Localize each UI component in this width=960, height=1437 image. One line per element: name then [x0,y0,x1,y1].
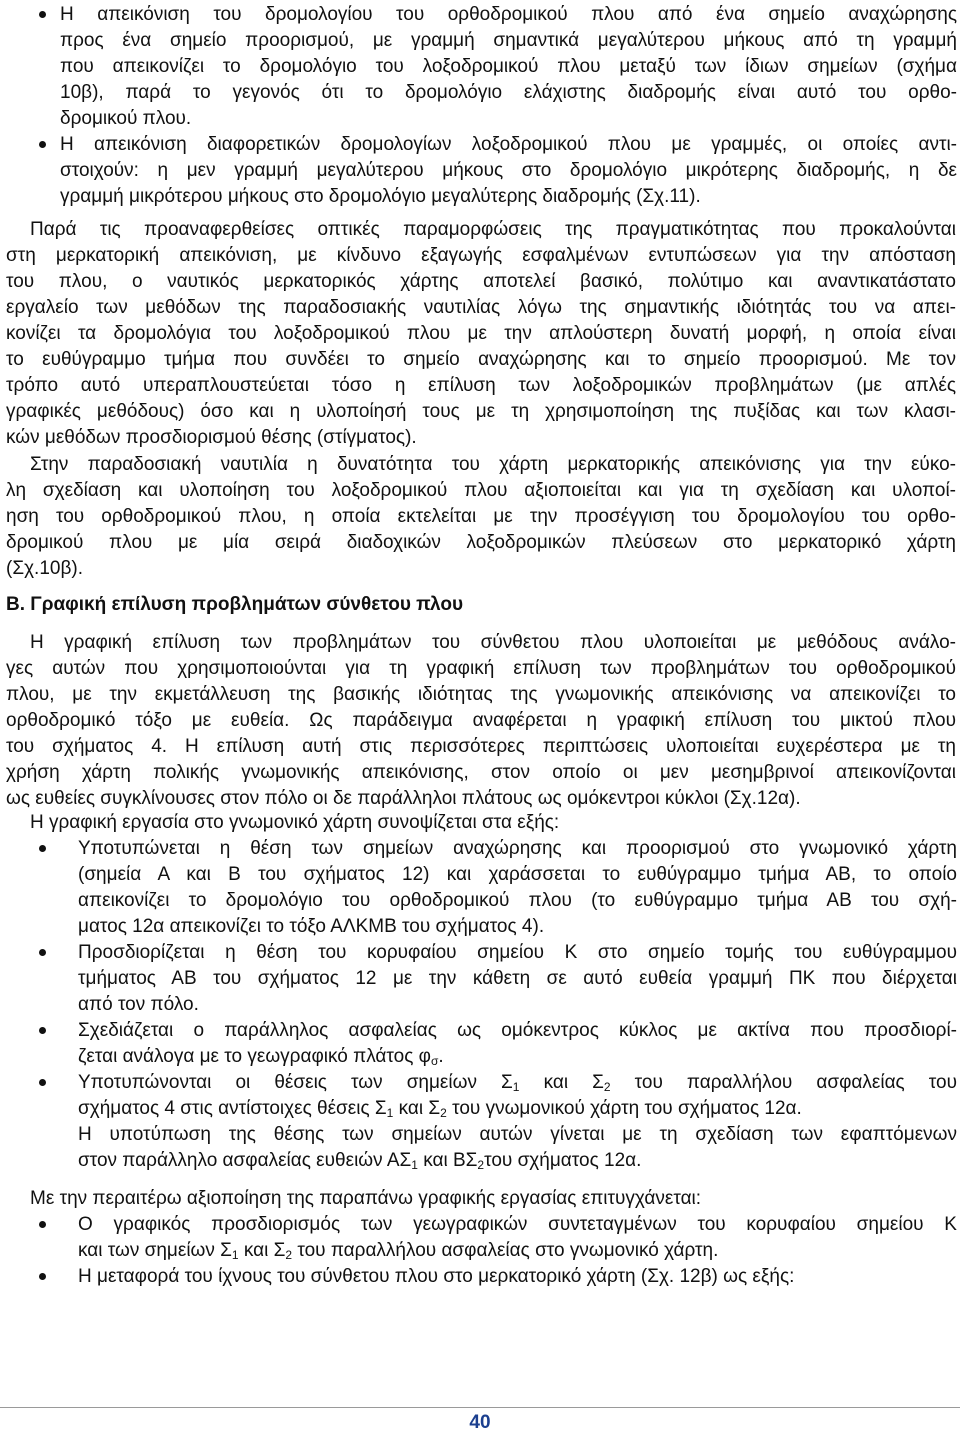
text-segment: στον παράλληλο ασφαλείας ευθειών ΑΣ [78,1150,412,1171]
text-line: που απεικονίζει το δρομολόγιο του λοξοδρομικού πλου μεταξύ των ίδιων σημείων (σχήμα [60,56,957,77]
paragraph: Με την περαιτέρω αξιοποίηση της παραπάνω γραφικής εργασίας επιτυγχάνεται: [30,1188,702,1209]
page-number: 40 [469,1412,491,1433]
text-line: Η απεικόνιση διαφορετικών δρομολογίων λοξοδρομικού πλου με γραμμές, οι οποίες αντι- [60,134,957,155]
text-line: ηση του ορθοδρομικού πλου, η οποία εκτελείται με την προσέγγιση του δρομολογίου του ορθο- [6,506,956,527]
text-line: ματος 12α απεικονίζει το τόξο ΑΛΚΜΒ του σχήματος 4). [78,916,545,937]
text-line: δρομικού πλου. [60,108,192,129]
text-segment: του γνωμονικού χάρτη του σχήματος 12α. [446,1098,802,1119]
text-line: λη σχεδίαση και υλοποίηση του λοξοδρομικού πλου αξιοποιείται και για τη σχεδίαση και υλοποί- [6,480,956,501]
text-segment: του παραλλήλου ασφαλείας στο γνωμονικό χάρτη. [292,1240,719,1261]
text-line [78,1148,641,1174]
text-line [78,1096,802,1122]
text-segment: και Σ [393,1098,441,1119]
subscript: 1 [512,1080,520,1094]
subscript: 2 [477,1158,485,1172]
subscript: 2 [603,1080,611,1094]
text-line: Προσδιορίζεται η θέση του κορυφαίου σημείου Κ στο σημείο τομής του ευθύγραμμου [78,942,957,963]
text-line: Στην παραδοσιακή ναυτιλία η δυνατότητα του χάρτη μερκατορικής απεικόνισης για την εύκο- [30,454,956,475]
text-line: από τον πόλο. [78,994,199,1015]
text-segment: και Σ [519,1072,604,1093]
text-line: απεικονίζει το δρομολόγιο του ορθοδρομικού πλου (το ευθύγραμμο τμήμα ΑΒ του σχή- [78,890,957,911]
text-line: κονίζει τα δρομολόγια του λοξοδρομικού πλου με την απλούστερη δυνατή μορφή, η οποία είναι [6,323,956,344]
text-segment: ζεται ανάλογα με το γεωγραφικό πλάτος φ [78,1046,431,1067]
text-line: προς ένα σημείο προορισμού, με γραμμή σημαντικά μεγαλύτερου μήκους από τη γραμμή [60,30,957,51]
text-line: στοιχούν: η μεν γραμμή μεγαλύτερου μήκους στο δρομολόγιο μικρότερης διαδρομής, η δε [60,160,957,181]
subscript: σ [430,1054,439,1068]
text-segment: σχήματος 4 στις αντίστοιχες θέσεις Σ [78,1098,387,1119]
text-line: γραφικές μεθόδους) όσο και η υλοποίησή τους με τη χρησιμοποίηση της πυξίδας και των κλασι- [6,401,956,422]
text-line: (σημεία Α και Β του σχήματος 12) και χαράσσεται το ευθύγραμμο τμήμα ΑΒ, το οποίο [78,864,957,885]
text-line [78,1238,718,1264]
text-line: δρομικού πλου με μία σειρά διαδοχικών λοξοδρομικών πλεύσεων στο μερκατορικό χάρτη [6,532,956,553]
subscript: 1 [386,1106,394,1120]
text-line: Η απεικόνιση του δρομολογίου του ορθοδρομικού πλου από ένα σημείο αναχώρησης [60,4,957,25]
text-line: ως ευθείες συγκλίνουσες στον πόλο οι δε παράλληλοι πλάτους ως ομόκεντροι κύκλοι (Σχ.12α). [6,788,801,809]
bullet-dot [39,1221,46,1228]
text-line [78,1044,444,1070]
text-line: τμήματος ΑΒ του σχήματος 12 με την κάθετη σε αυτό ευθεία γραμμή ΠΚ που διέρχεται [78,968,957,989]
text-segment: του παραλλήλου ασφαλείας του [610,1072,957,1093]
text-segment: . [438,1046,444,1067]
text-segment: και ΒΣ [417,1150,478,1171]
text-line: του πλου, ο ναυτικός μερκατορικός χάρτης αποτελεί βασικό, πολύτιμο και αναντικατάστατο [6,271,956,292]
text-line: γες αυτών που χρησιμοποιούνται για τη γραφική επίλυση των προβλημάτων του ορθοδρομικού [6,658,956,679]
text-line: κών μεθόδων προσδιορισμού θέσης (στίγματος). [6,427,417,448]
subscript: 2 [285,1248,293,1262]
text-line: τρόπο αυτό υπεραπλουστεύεται τόσο η επίλυση των λοξοδρομικών προβλημάτων (με απλές [6,375,956,396]
bullet-dot [39,11,46,18]
text-line: του σχήματος 4. Η επίλυση αυτή στις περισσότερες περιπτώσεις υλοποιείται ευχερέστερα με τη [6,736,956,757]
text-line: Σχεδιάζεται ο παράλληλος ασφαλείας ως ομόκεντρος κύκλος με ακτίνα που προσδιορί- [78,1020,957,1041]
text-line: Υποτυπώνεται η θέση των σημείων αναχώρησης και προορισμού στο γνωμονικό χάρτη [78,838,957,859]
text-line: (Σχ.10β). [6,558,83,579]
subscript: 1 [411,1158,418,1172]
text-segment: και των σημείων Σ [78,1240,232,1261]
bullet-dot [39,141,46,148]
bullet-dot [39,1027,46,1034]
subscript: 1 [231,1248,239,1262]
text-line: στη μερκατορική απεικόνιση, με κίνδυνο εξαγωγής εσφαλμένων εντυπώσεων για την απόσταση [6,245,956,266]
bullet-dot [39,1273,46,1280]
text-line: ορθοδρομικό τόξο με ευθεία. Ως παράδειγμα αναφέρεται η γραφική επίλυση του μικτού πλου [6,710,956,731]
text-segment: και Σ [238,1240,286,1261]
text-segment: του σχήματος 12α. [484,1150,642,1171]
text-line: Η γραφική επίλυση των προβλημάτων του σύνθετου πλου υλοποιείται με μεθόδους ανάλο- [30,632,956,653]
text-line: γραμμή μικρότερου μήκους στο δρομολόγιο μεγαλύτερης διαδρομής (Σχ.11). [60,186,701,207]
text-line: χρήση χάρτη πολικής γνωμονικής απεικόνισης, στον οποίο οι μεν μεσημβρινοί απεικονίζονται [6,762,956,783]
text-line [78,1070,957,1096]
footer-divider [0,1407,960,1408]
text-line: 10β), παρά το γεγονός ότι το δρομολόγιο ελάχιστης διαδρομής είναι αυτό του ορθο- [60,82,957,103]
bullet-dot [39,949,46,956]
text-line: Η μεταφορά του ίχνους του σύνθετου πλου στο μερκατορικό χάρτη (Σχ. 12β) ως εξής: [78,1266,795,1287]
bullet-dot [39,845,46,852]
text-line: το ευθύγραμμο τμήμα που συνδέει το σημείο αναχώρησης και το σημείο προορισμού. Με τον [6,349,956,370]
subscript: 2 [440,1106,447,1120]
text-line: Η υποτύπωση της θέσης των σημείων αυτών γίνεται με τη σχεδίαση των εφαπτόμενων [78,1124,957,1145]
text-segment: Υποτυπώνονται οι θέσεις των σημείων Σ [78,1072,513,1093]
text-line: Παρά τις προαναφερθείσες οπτικές παραμορφώσεις της πραγματικότητας που προκαλούνται [30,219,956,240]
paragraph: Η γραφική εργασία στο γνωμονικό χάρτη συνοψίζεται στα εξής: [30,812,560,833]
section-heading: Β. Γραφική επίλυση προβλημάτων σύνθετου πλου [6,594,464,615]
text-line: εργαλείο των μεθόδων της παραδοσιακής ναυτιλίας λόγω της σημαντικής ιδιότητάς του να απει- [6,297,956,318]
text-line: Ο γραφικός προσδιορισμός των γεωγραφικών συντεταγμένων του κορυφαίου σημείου Κ [78,1214,957,1235]
text-line: πλου, με την εκμετάλλευση της βασικής ιδιότητας της γνωμονικής απεικόνισης να απεικονίζει το [6,684,956,705]
bullet-dot [39,1079,46,1086]
